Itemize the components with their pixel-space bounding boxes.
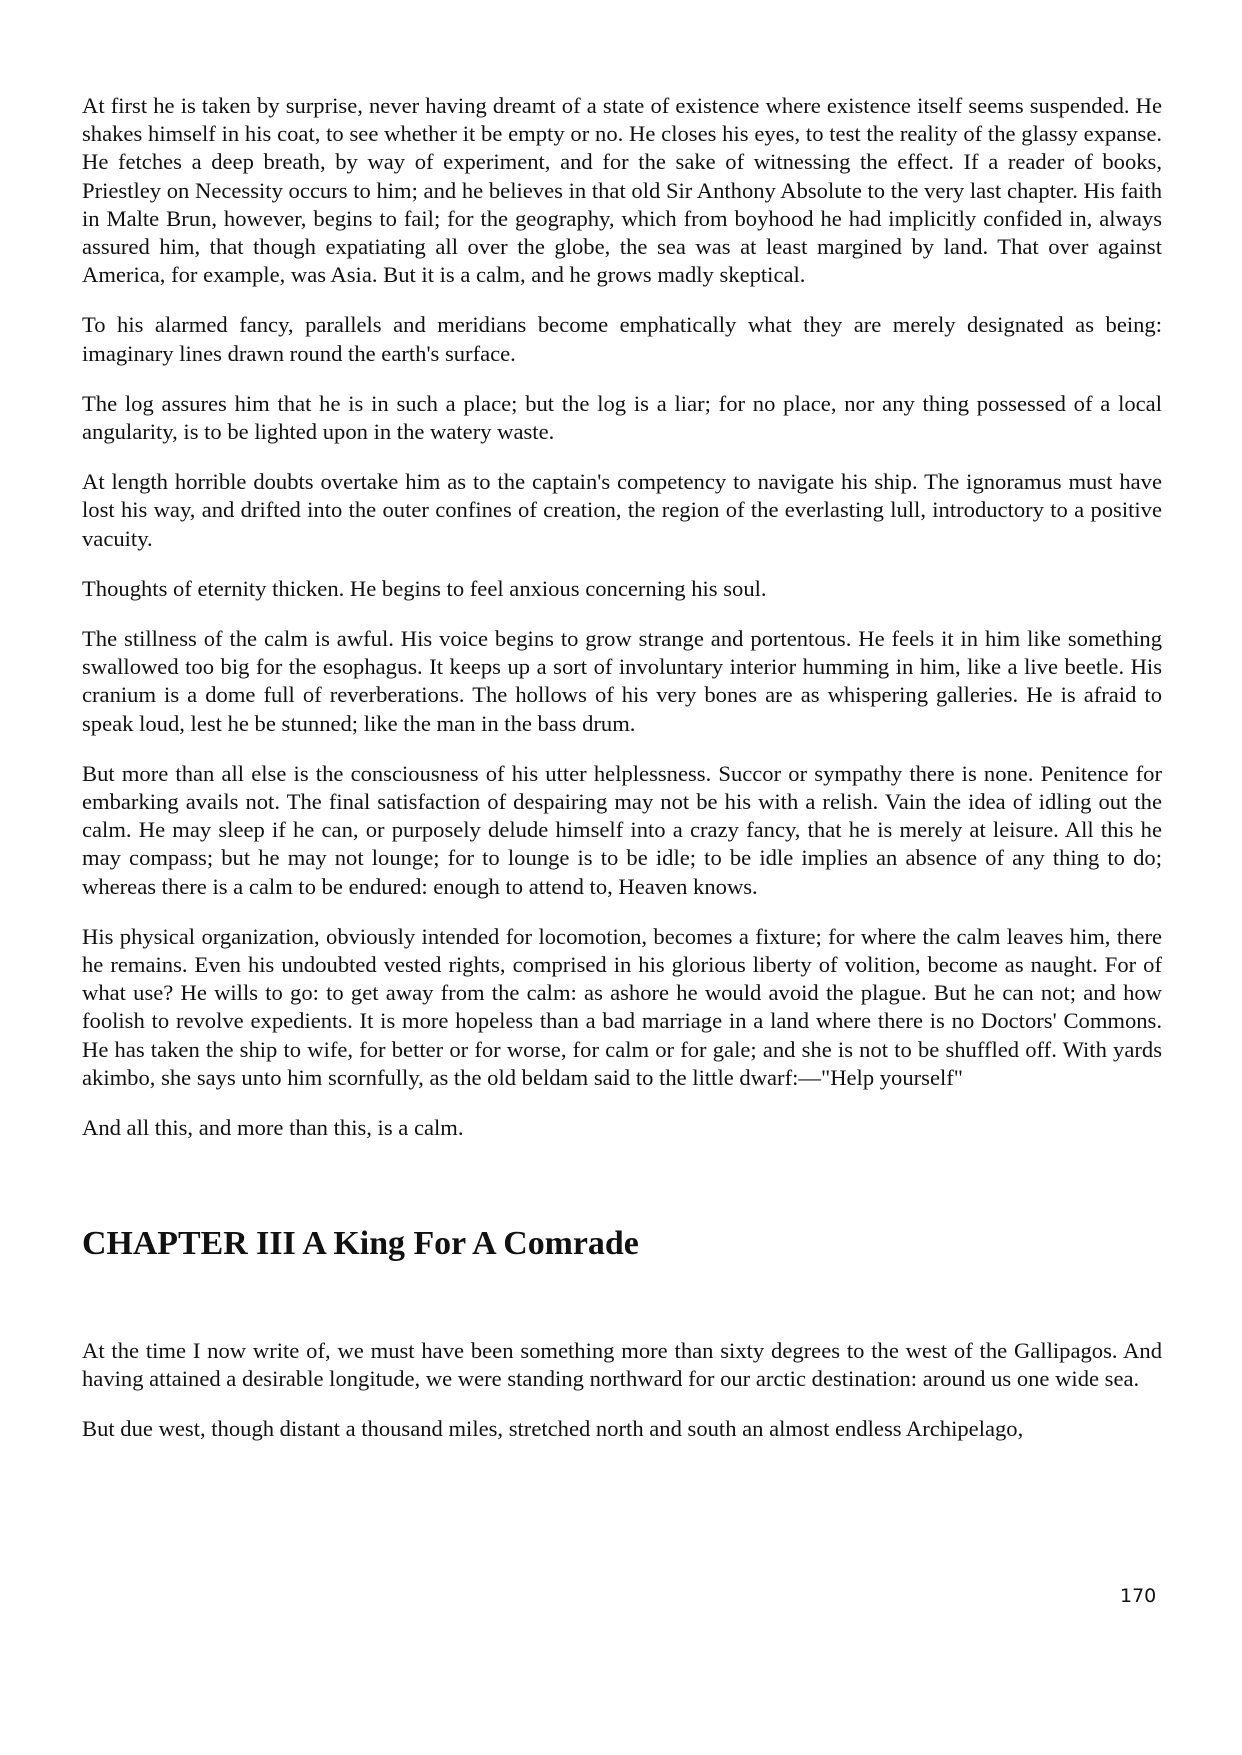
paragraph: At first he is taken by surprise, never having dreamt of a state of existence where existence itself seems suspended. He shakes himself in his coat, to see whether it be empty or no. He closes his eyes, to test the reality of the glassy expanse. He fetches a deep breath, by way of experiment, and for the sake of witnessing the effect. If a reader of books, Priestley on Necessity occurs to him; and he believes in that old Sir Anthony Absolute to the very last chapter. His faith in Malte Brun, however, begins to fail; for the geography, which from boyhood he had implicitly confided in, always assured him, that though expatiating all over the globe, the sea was at least margined by land. That over against America, for example, was Asia. But it is a calm, and he grows madly skeptical.: [82, 93, 1162, 288]
paragraph: And all this, and more than this, is a calm.: [82, 1115, 464, 1141]
paragraph: The stillness of the calm is awful. His voice begins to grow strange and portentous. He feels it in him like something swallowed too big for the esophagus. It keeps up a sort of involuntary interior humming in him, like a live beetle. His cranium is a dome full of reverberations. The hollows of his very bones are as whispering galleries. He is afraid to speak loud, lest he be stunned; like the man in the bass drum.: [82, 626, 1162, 736]
paragraph: The log assures him that he is in such a place; but the log is a liar; for no place, nor any thing possessed of a local angularity, is to be lighted upon in the watery waste.: [82, 390, 1162, 445]
page-number: 170: [1120, 1585, 1157, 1607]
chapter-heading: CHAPTER III A King For A Comrade: [82, 1225, 639, 1263]
paragraph: But due west, though distant a thousand miles, stretched north and south an almost endless Archipelago,: [82, 1415, 1024, 1441]
paragraph: Thoughts of eternity thicken. He begins to feel anxious concerning his soul.: [82, 575, 767, 601]
paragraph: But more than all else is the consciousness of his utter helplessness. Succor or sympathy there is none. Penitence for embarking avails not. The final satisfaction of despairing may not be his with a relish. Vain the idea of idling out the calm. He may sleep if he can, or purposely delude himself into a crazy fancy, that he is merely at leisure. All this he may compass; but he may not lounge; for to lounge is to be idle; to be idle implies an absence of any thing to do; whereas there is a calm to be endured: enough to attend to, Heaven knows.: [82, 760, 1162, 899]
paragraph: To his alarmed fancy, parallels and meridians become emphatically what they are merely designated as being: imaginary lines drawn round the earth's surface.: [82, 312, 1162, 366]
paragraph: At the time I now write of, we must have been something more than sixty degrees to the west of the Gallipagos. And having attained a desirable longitude, we were standing northward for our arctic destination: around us one wide sea.: [82, 1337, 1162, 1391]
paragraph: His physical organization, obviously intended for locomotion, becomes a fixture; for where the calm leaves him, there he remains. Even his undoubted vested rights, comprised in his glorious liberty of volition, become as naught. For of what use? He wills to go: to get away from the calm: as ashore he would avoid the plague. But he can not; and how foolish to revolve expedients. It is more hopeless than a bad marriage in a land where there is no Doctors' Commons. He has taken the ship to wife, for better or for worse, for calm or for gale; and she is not to be shuffled off. With yards akimbo, she says unto him scornfully, as the old beldam said to the little dwarf:—"Help yourself": [82, 923, 1162, 1090]
paragraph: At length horrible doubts overtake him as to the captain's competency to navigate his ship. The ignoramus must have lost his way, and drifted into the outer confines of creation, the region of the everlasting lull, introductory to a positive vacuity.: [82, 469, 1162, 551]
body-text: [82, 92, 1162, 1465]
